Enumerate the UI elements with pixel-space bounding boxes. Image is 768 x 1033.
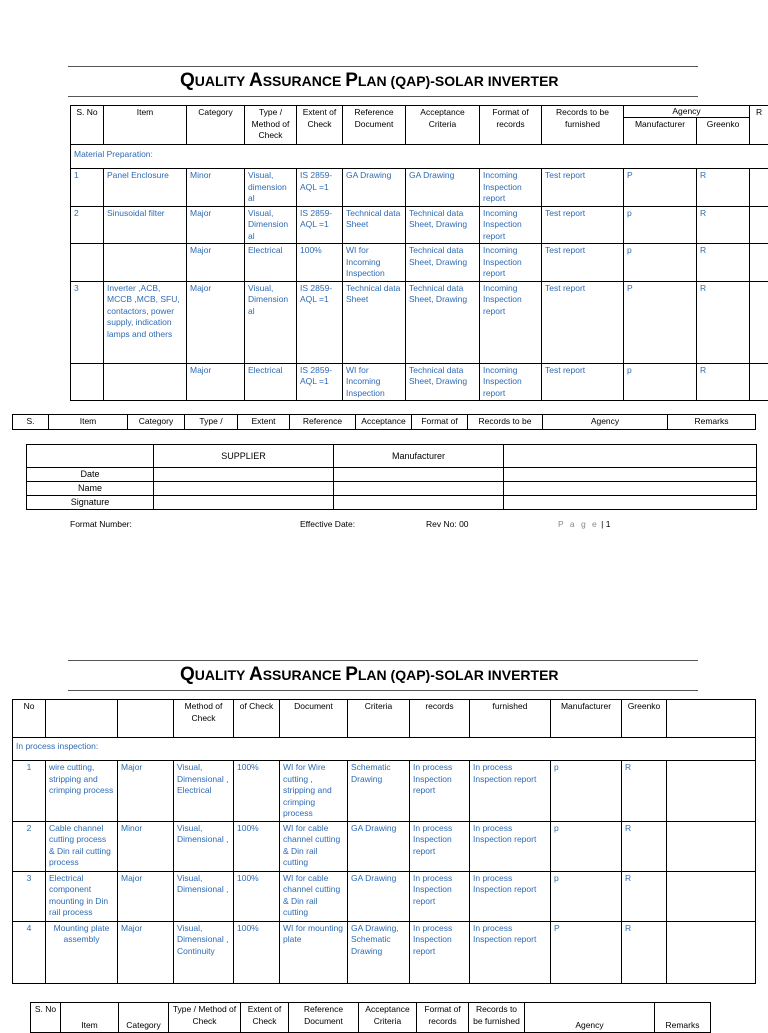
cell: R bbox=[622, 921, 667, 983]
cell: Technical data Sheet bbox=[343, 206, 406, 244]
cell: R bbox=[622, 871, 667, 921]
strip-format: Format of bbox=[412, 415, 468, 430]
cell: Incoming Inspection report bbox=[480, 281, 542, 363]
cell: Visual, Dimensional , bbox=[174, 871, 234, 921]
qap-table-inprocess bbox=[12, 699, 756, 984]
bottom-header-strip bbox=[30, 1002, 711, 1033]
cell: IS 2859- AQL =1 bbox=[297, 281, 343, 363]
page-title-2: QUALITY ASSURANCE PLAN (QAP)-SOLAR INVERTER bbox=[180, 664, 559, 686]
strip-extent: Extent bbox=[238, 415, 290, 430]
cell: WI for Incoming Inspection bbox=[343, 363, 406, 401]
title-rule-top bbox=[68, 66, 698, 67]
cell: Major bbox=[187, 244, 245, 282]
cell: Test report bbox=[542, 363, 624, 401]
cell: Major bbox=[118, 871, 174, 921]
sig-label-date: Date bbox=[27, 468, 154, 482]
cell bbox=[71, 244, 104, 282]
cell bbox=[104, 363, 187, 401]
col-remarks-cut: R bbox=[750, 106, 768, 145]
sig-field bbox=[154, 496, 334, 510]
table-row bbox=[71, 363, 768, 401]
cell: Visual, Dimensional , bbox=[174, 821, 234, 871]
cell: IS 2859- AQL =1 bbox=[297, 363, 343, 401]
cell: In process Inspection report bbox=[410, 821, 470, 871]
sig-field bbox=[504, 482, 757, 496]
cell: 1 bbox=[71, 169, 104, 207]
bottom-reference: Reference Document bbox=[289, 1003, 359, 1033]
page-title: QUALITY ASSURANCE PLAN (QAP)-SOLAR INVERTER bbox=[180, 70, 559, 92]
col-sno: S. No bbox=[71, 106, 104, 145]
cell: Visual, Dimension al bbox=[245, 206, 297, 244]
sig-blank bbox=[504, 445, 757, 468]
cell bbox=[104, 244, 187, 282]
col-category bbox=[118, 700, 174, 738]
repeat-header-strip bbox=[12, 414, 756, 430]
cell: WI for Wire cutting , stripping and crimping process bbox=[280, 761, 348, 822]
cell: Minor bbox=[187, 169, 245, 207]
cell: Cable channel cutting process & Din rail cutting process bbox=[46, 821, 118, 871]
cell: R bbox=[697, 281, 750, 363]
cell: In process Inspection report bbox=[410, 921, 470, 983]
cell: p bbox=[624, 363, 697, 401]
col-records: records bbox=[410, 700, 470, 738]
cell: R bbox=[622, 761, 667, 822]
cell: P bbox=[624, 281, 697, 363]
section-row bbox=[13, 738, 756, 761]
cell bbox=[750, 206, 768, 244]
section-label: Material Preparation: bbox=[71, 145, 768, 169]
col-method: Method of Check bbox=[174, 700, 234, 738]
cell bbox=[71, 363, 104, 401]
cell bbox=[750, 169, 768, 207]
cell: GA Drawing bbox=[406, 169, 480, 207]
cell: Schematic Drawing bbox=[348, 761, 410, 822]
cell: Mounting plate assembly bbox=[46, 921, 118, 983]
cell: p bbox=[624, 206, 697, 244]
table-row bbox=[71, 244, 768, 282]
strip-item: Item bbox=[49, 415, 128, 430]
bottom-agency: Agency bbox=[525, 1003, 655, 1033]
cell: 3 bbox=[71, 281, 104, 363]
header-row bbox=[13, 700, 756, 738]
bottom-category: Category bbox=[119, 1003, 169, 1033]
cell: Visual, dimension al bbox=[245, 169, 297, 207]
strip-remarks: Remarks bbox=[668, 415, 756, 430]
cell: Test report bbox=[542, 281, 624, 363]
cell: In process Inspection report bbox=[470, 821, 551, 871]
col-item: Item bbox=[104, 106, 187, 145]
cell: WI for mounting plate bbox=[280, 921, 348, 983]
cell: Incoming Inspection report bbox=[480, 244, 542, 282]
bottom-records: Records to be furnished bbox=[469, 1003, 525, 1033]
cell: p bbox=[551, 821, 622, 871]
sig-manufacturer: Manufacturer bbox=[334, 445, 504, 468]
rev-no: Rev No: 00 bbox=[426, 519, 469, 529]
cell: R bbox=[697, 363, 750, 401]
table-row bbox=[13, 921, 756, 983]
sig-field bbox=[154, 468, 334, 482]
cell: 2 bbox=[13, 821, 46, 871]
cell: R bbox=[622, 821, 667, 871]
cell: p bbox=[551, 871, 622, 921]
sig-supplier: SUPPLIER bbox=[154, 445, 334, 468]
cell: wire cutting, stripping and crimping process bbox=[46, 761, 118, 822]
cell: Test report bbox=[542, 206, 624, 244]
section-label: In process inspection: bbox=[13, 738, 756, 761]
title-rule-bottom bbox=[68, 96, 698, 97]
cell bbox=[667, 821, 756, 871]
strip-reference: Reference bbox=[290, 415, 356, 430]
col-extent: of Check bbox=[234, 700, 280, 738]
cell: Electrical bbox=[245, 363, 297, 401]
cell: In process Inspection report bbox=[470, 921, 551, 983]
bottom-type: Type / Method of Check bbox=[169, 1003, 241, 1033]
table-row bbox=[13, 761, 756, 822]
cell: P bbox=[551, 921, 622, 983]
col-manufacturer: Manufacturer bbox=[624, 118, 697, 145]
strip-agency: Agency bbox=[543, 415, 668, 430]
cell: WI for Incoming Inspection bbox=[343, 244, 406, 282]
col-records: Records to be furnished bbox=[542, 106, 624, 145]
cell: Electrical bbox=[245, 244, 297, 282]
cell: 3 bbox=[13, 871, 46, 921]
cell: 2 bbox=[71, 206, 104, 244]
cell: In process Inspection report bbox=[470, 761, 551, 822]
table-row bbox=[71, 206, 768, 244]
sig-field bbox=[334, 496, 504, 510]
cell: Test report bbox=[542, 169, 624, 207]
table-row bbox=[71, 281, 768, 363]
cell: WI for cable channel cutting & Din rail cutting bbox=[280, 821, 348, 871]
cell: WI for cable channel cutting & Din rail cutting bbox=[280, 871, 348, 921]
cell: Technical data Sheet, Drawing bbox=[406, 281, 480, 363]
col-no: No bbox=[13, 700, 46, 738]
cell: Test report bbox=[542, 244, 624, 282]
cell: GA Drawing bbox=[348, 821, 410, 871]
col-greenko: Greenko bbox=[697, 118, 750, 145]
cell: Incoming Inspection report bbox=[480, 169, 542, 207]
table-row bbox=[13, 821, 756, 871]
col-item bbox=[46, 700, 118, 738]
sig-label-name: Name bbox=[27, 482, 154, 496]
col-remarks bbox=[667, 700, 756, 738]
cell: GA Drawing bbox=[348, 871, 410, 921]
bottom-extent: Extent of Check bbox=[241, 1003, 289, 1033]
cell: p bbox=[624, 244, 697, 282]
cell: R bbox=[697, 206, 750, 244]
cell: Panel Enclosure bbox=[104, 169, 187, 207]
cell bbox=[667, 871, 756, 921]
cell bbox=[750, 363, 768, 401]
bottom-remarks: Remarks bbox=[655, 1003, 711, 1033]
signature-table bbox=[26, 444, 757, 510]
table-row bbox=[13, 871, 756, 921]
cell: 100% bbox=[297, 244, 343, 282]
cell: Major bbox=[187, 363, 245, 401]
cell: GA Drawing, Schematic Drawing bbox=[348, 921, 410, 983]
cell: Inverter ,ACB, MCCB ,MCB, SFU, contactors, power supply, indication lamps and others bbox=[104, 281, 187, 363]
page-number: P a g e | 1 bbox=[558, 519, 610, 529]
title-rule-top-2 bbox=[68, 660, 698, 661]
cell bbox=[750, 281, 768, 363]
col-document: Document bbox=[280, 700, 348, 738]
cell: P bbox=[624, 169, 697, 207]
cell: Electrical component mounting in Din rail process bbox=[46, 871, 118, 921]
cell: In process Inspection report bbox=[470, 871, 551, 921]
bottom-sno: S. No bbox=[31, 1003, 61, 1033]
cell: Major bbox=[118, 761, 174, 822]
cell: Technical data Sheet, Drawing bbox=[406, 244, 480, 282]
effective-date: Effective Date: bbox=[300, 519, 355, 529]
cell: 100% bbox=[234, 921, 280, 983]
strip-sno: S. bbox=[13, 415, 49, 430]
col-acceptance: Acceptance Criteria bbox=[406, 106, 480, 145]
format-number: Format Number: bbox=[70, 519, 132, 529]
col-greenko: Greenko bbox=[622, 700, 667, 738]
col-agency: Agency bbox=[624, 106, 750, 118]
sig-field bbox=[504, 468, 757, 482]
cell: In process Inspection report bbox=[410, 871, 470, 921]
cell: Technical data Sheet bbox=[343, 281, 406, 363]
cell: 4 bbox=[13, 921, 46, 983]
cell: 1 bbox=[13, 761, 46, 822]
bottom-item: Item bbox=[61, 1003, 119, 1033]
cell: Major bbox=[118, 921, 174, 983]
sig-field bbox=[334, 468, 504, 482]
cell: GA Drawing bbox=[343, 169, 406, 207]
col-criteria: Criteria bbox=[348, 700, 410, 738]
cell: Major bbox=[187, 206, 245, 244]
cell bbox=[667, 921, 756, 983]
bottom-acceptance: Acceptance Criteria bbox=[359, 1003, 417, 1033]
cell: Incoming Inspection report bbox=[480, 363, 542, 401]
col-reference: Reference Document bbox=[343, 106, 406, 145]
title-rule-bottom-2 bbox=[68, 690, 698, 691]
header-row bbox=[71, 106, 768, 118]
cell: Technical data Sheet, Drawing bbox=[406, 206, 480, 244]
sig-field bbox=[154, 482, 334, 496]
cell: Major bbox=[187, 281, 245, 363]
cell: Visual, Dimensional , Electrical bbox=[174, 761, 234, 822]
col-format: Format of records bbox=[480, 106, 542, 145]
cell: p bbox=[551, 761, 622, 822]
cell: Visual, Dimensional , Continuity bbox=[174, 921, 234, 983]
col-furnished: furnished bbox=[470, 700, 551, 738]
sig-blank bbox=[27, 445, 154, 468]
cell: Minor bbox=[118, 821, 174, 871]
qap-table-material bbox=[70, 105, 768, 401]
cell: Sinusoidal filter bbox=[104, 206, 187, 244]
bottom-format: Format of records bbox=[417, 1003, 469, 1033]
section-row bbox=[71, 145, 768, 169]
col-manufacturer: Manufacturer bbox=[551, 700, 622, 738]
strip-records: Records to be bbox=[468, 415, 543, 430]
cell: IS 2859- AQL =1 bbox=[297, 169, 343, 207]
cell bbox=[667, 761, 756, 822]
cell: Incoming Inspection report bbox=[480, 206, 542, 244]
cell: Technical data Sheet, Drawing bbox=[406, 363, 480, 401]
cell: Visual, Dimension al bbox=[245, 281, 297, 363]
col-category: Category bbox=[187, 106, 245, 145]
strip-acceptance: Acceptance bbox=[356, 415, 412, 430]
cell: 100% bbox=[234, 821, 280, 871]
col-type: Type / Method of Check bbox=[245, 106, 297, 145]
sig-field bbox=[504, 496, 757, 510]
col-extent: Extent of Check bbox=[297, 106, 343, 145]
cell: IS 2859- AQL =1 bbox=[297, 206, 343, 244]
strip-category: Category bbox=[128, 415, 185, 430]
strip-type: Type / bbox=[185, 415, 238, 430]
cell: In process Inspection report bbox=[410, 761, 470, 822]
cell bbox=[750, 244, 768, 282]
cell: 100% bbox=[234, 871, 280, 921]
cell: R bbox=[697, 169, 750, 207]
table-row bbox=[71, 169, 768, 207]
sig-field bbox=[334, 482, 504, 496]
cell: 100% bbox=[234, 761, 280, 822]
cell: R bbox=[697, 244, 750, 282]
sig-label-signature: Signature bbox=[27, 496, 154, 510]
